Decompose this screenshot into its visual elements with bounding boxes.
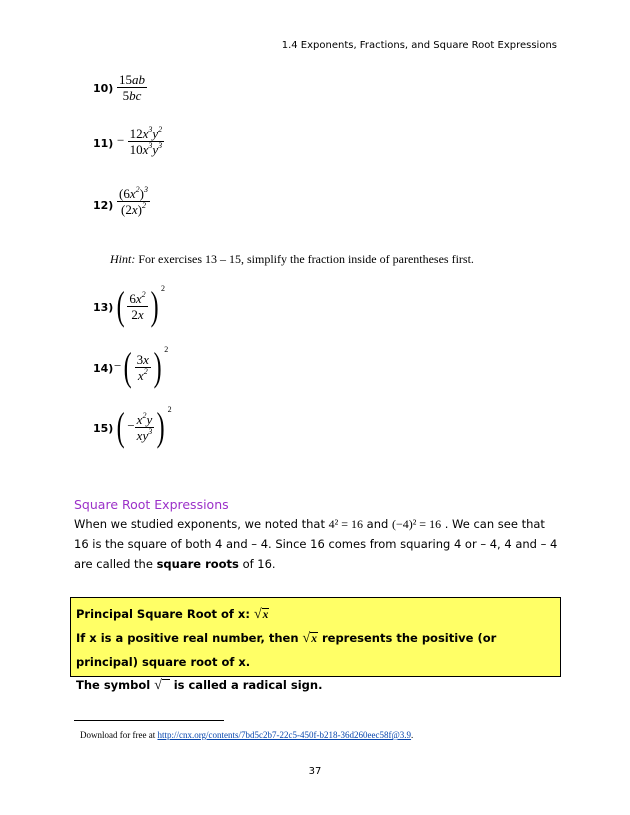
exercise-13-expression: ( $\frac{6x^2}{2x}$ ) $^2$: [116, 283, 165, 329]
definition-line: The symbol √ is called a radical sign.: [76, 674, 555, 698]
radical-sign-icon: √: [154, 674, 169, 698]
exercise-number: 14): [93, 362, 114, 375]
exercise-12-expression: $\frac{(6x^2)^3}{(2x)^2}$: [119, 185, 148, 217]
page-number: 37: [308, 766, 322, 777]
exercise-number: 15): [93, 422, 114, 435]
exercise-number: 13): [93, 301, 114, 314]
sqrt-x-symbol: √x: [253, 607, 269, 622]
exercise-10-expression: $\frac{15ab}{5bc}$: [119, 72, 145, 103]
exercise-number: 11): [93, 137, 114, 150]
definition-box: [70, 597, 561, 693]
section-paragraph: When we studied exponents, we noted that 4² = 16 and (−4)² = 16 . We can see that 16 is the square of both 4 and – 4. Since 16 comes from squaring 4 or – 4, 4 and – 4 are called the square roots of 16.: [74, 517, 558, 571]
footnote: Download for free at http://cnx.org/contents/7bd5c2b7-22c5-450f-b218-36d260eec58f@3.9.: [80, 730, 414, 740]
exercise-number: 12): [93, 199, 114, 212]
exercise-11-expression: − $\frac{12x^3y^2}{10x^3y^3}$: [117, 125, 163, 157]
section-title: Square Root Expressions: [74, 497, 229, 512]
page-header: 1.4 Exponents, Fractions, and Square Root Expressions: [281, 40, 557, 51]
exercise-15-expression: ( − $\frac{x^2y}{xy^3}$ ) $^2$: [116, 404, 172, 450]
exercise-number: 10): [93, 82, 114, 95]
definition-line: If x is a positive real number, then √x represents the positive (or principal) square root of x.: [76, 627, 555, 674]
sqrt-x-symbol: √x: [302, 631, 317, 646]
footnote-link[interactable]: http://cnx.org/contents/7bd5c2b7-22c5-450f-b218-36d260eec58f@3.9: [157, 730, 412, 740]
hint-text: Hint: For exercises 13 – 15, simplify the fraction inside of parentheses first.: [110, 252, 474, 266]
definition-title: Principal Square Root of x: √x: [76, 603, 555, 627]
exercise-14-expression: −( $\frac{3x}{x^2}$ ) $^2$: [114, 344, 169, 390]
footnote-divider: [74, 720, 224, 721]
